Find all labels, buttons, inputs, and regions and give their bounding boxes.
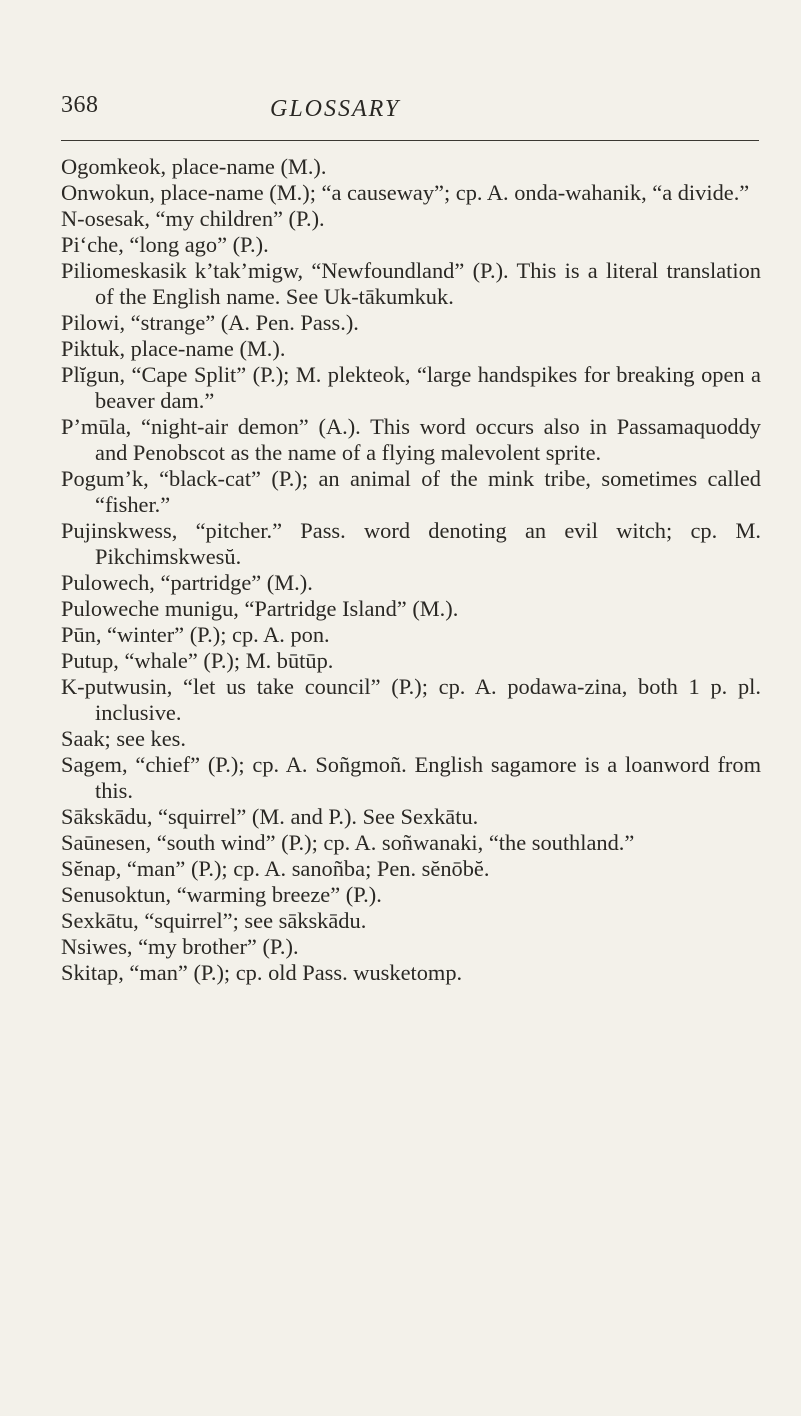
glossary-entry: Pujinskwess, “pitcher.” Pass. word denoting an evil witch; cp. M. Pikchimskwesŭ. [61, 518, 761, 569]
glossary-entry: Pi‘che, “long ago” (P.). [61, 232, 269, 257]
glossary-entry: K-putwusin, “let us take council” (P.); cp. A. podawa-zina, both 1 p. pl. inclusive. [61, 674, 761, 725]
glossary-entry: Nsiwes, “my brother” (P.). [61, 934, 299, 959]
glossary-entry: Ogomkeok, place-name (M.). [61, 154, 327, 179]
glossary-entry: Plĭgun, “Cape Split” (P.); M. plekteok, “large handspikes for breaking open a beaver dam.” [61, 362, 761, 413]
glossary-entry: Sexkātu, “squirrel”; see sākskādu. [61, 908, 367, 933]
glossary-entry: Piliomeskasik k’tak’migw, “Newfoundland” (P.). This is a literal translation of the English name. See Uk-tākumkuk. [61, 258, 761, 309]
glossary-entry: Skitap, “man” (P.); cp. old Pass. wusketomp. [61, 960, 463, 985]
running-head: GLOSSARY [270, 96, 401, 122]
glossary-entry: Sagem, “chief” (P.); cp. A. Soñgmoñ. English sagamore is a loanword from this. [61, 752, 761, 803]
glossary-entry: Senusoktun, “warming breeze” (P.). [61, 882, 382, 907]
glossary-entry: Saūnesen, “south wind” (P.); cp. A. soñwanaki, “the southland.” [61, 830, 635, 855]
glossary-entry: Onwokun, place-name (M.); “a causeway”; cp. A. onda-wahanik, “a divide.” [61, 180, 750, 205]
glossary-entry: Puloweche munigu, “Partridge Island” (M.). [61, 596, 459, 621]
glossary-entry: Saak; see kes. [61, 726, 186, 751]
glossary-entry: P’mūla, “night-air demon” (A.). This word occurs also in Passamaquoddy and Penobscot as the name of a flying malevolent sprite. [61, 414, 761, 465]
glossary-entry: Putup, “whale” (P.); M. būtūp. [61, 648, 334, 673]
header-rule [61, 140, 759, 141]
glossary-entries [61, 154, 761, 986]
glossary-entry: N-osesak, “my children” (P.). [61, 206, 325, 231]
glossary-entry: Sĕnap, “man” (P.); cp. A. sanoñba; Pen. sĕnōbĕ. [61, 856, 490, 881]
glossary-entry: Pogum’k, “black-cat” (P.); an animal of the mink tribe, sometimes called “fisher.” [61, 466, 761, 517]
glossary-entry: Pilowi, “strange” (A. Pen. Pass.). [61, 310, 359, 335]
glossary-entry: Piktuk, place-name (M.). [61, 336, 286, 361]
glossary-entry: Sākskādu, “squirrel” (M. and P.). See Sexkātu. [61, 804, 479, 829]
page-header [61, 92, 761, 142]
glossary-entry: Pulowech, “partridge” (M.). [61, 570, 313, 595]
page-number: 368 [61, 92, 99, 118]
glossary-entry: Pūn, “winter” (P.); cp. A. pon. [61, 622, 330, 647]
